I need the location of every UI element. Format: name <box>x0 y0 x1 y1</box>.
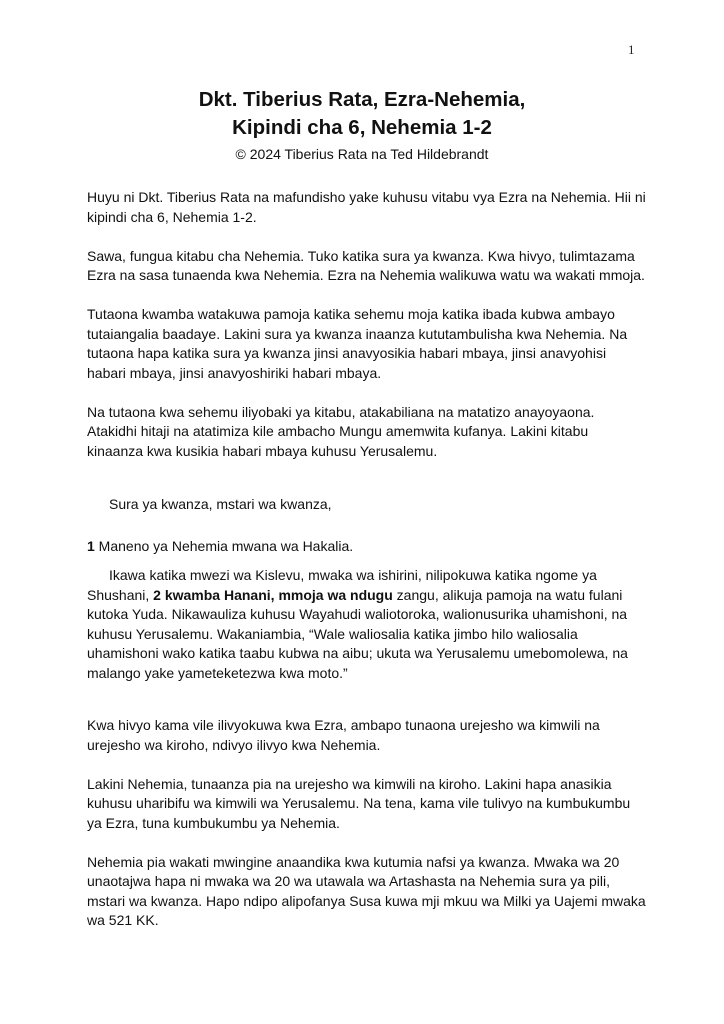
document-title-line-2: Kipindi cha 6, Nehemia 1-2 <box>232 116 492 139</box>
verse-heading <box>87 537 647 557</box>
scripture-text-bold: 2 kwamba Hanani, mmoja wa ndugu <box>153 586 393 603</box>
page-number: 1 <box>628 42 635 57</box>
paragraph-4: Na tutaona kwa sehemu iliyobaki ya kitabu, atakabiliana na matatizo anayoyaona. Atakidhi hitaji na atatimiza kile ambacho Mungu amemwita kufanya. Lakini kitabu kinaanza kwa kusikia habari mbaya kuhusu Yerusalemu. <box>87 403 595 459</box>
document-title-line-1: Dkt. Tiberius Rata, Ezra-Nehemia, <box>198 88 526 111</box>
verse-heading-text: Maneno ya Nehemia mwana wa Hakalia. <box>94 537 354 554</box>
paragraph-2: Sawa, fungua kitabu cha Nehemia. Tuko katika sura ya kwanza. Kwa hivyo, tulimtazama Ezra na sasa tunaenda kwa Nehemia. Ezra na Nehemia walikuwa watu wa wakati mmoja. <box>87 247 645 283</box>
scripture-text-b: zangu, alikuja pamoja na watu fulani kutoka Yuda. Nikawauliza kuhusu Wayahudi waliotoroka, walionusurika uhamishoni, na kuhusu Yerusalemu. Wakaniambia, “Wale waliosalia katika jimbo hilo waliosalia uhamishoni wako katika taabu kubwa na aibu; ukuta wa Yerusalemu umebomolewa, na malango yake yameteketezwa kwa moto.” <box>87 586 628 681</box>
scripture-quote <box>87 566 647 683</box>
paragraph-6: Lakini Nehemia, tunaanza pia na urejesho wa kimwili na kiroho. Lakini hapa anasikia kuhusu uharibifu wa kimwili wa Yerusalemu. Na tena, kama vile tulivyo na kumbukumbu ya Ezra, tuna kumbukumbu ya Nehemia. <box>87 775 631 831</box>
copyright-notice: © 2024 Tiberius Rata na Ted Hildebrandt <box>235 146 489 162</box>
verse-number: 1 <box>87 537 95 554</box>
paragraph-5: Kwa hivyo kama vile ilivyokuwa kwa Ezra, ambapo tunaona urejesho wa kimwili na urejesho wa kiroho, ndivyo ilivyo kwa Nehemia. <box>87 717 600 753</box>
scripture-intro: Sura ya kwanza, mstari wa kwanza, <box>109 496 332 512</box>
document-body <box>87 188 647 950</box>
paragraph-7: Nehemia pia wakati mwingine anaandika kwa kutumia nafsi ya kwanza. Mwaka wa 20 unaotajwa hapa ni mwaka wa 20 wa utawala wa Artashasta na Nehemia sura ya pili, mstari wa kwanza. Hapo ndipo alipofanya Susa kuwa mji mkuu wa Milki ya Uajemi mwaka wa 521 KK. <box>87 853 646 928</box>
scripture-text-a: Ikawa katika mwezi wa Kislevu, mwaka wa ishirini, nilipokuwa katika ngome ya Shushani, <box>87 567 597 603</box>
document-header <box>0 86 724 165</box>
paragraph-3: Tutaona kwamba watakuwa pamoja katika sehemu moja katika ibada kubwa ambayo tutaiangalia baadaye. Lakini sura ya kwanza inaanza kututambulisha kwa Nehemia. Na tutaona hapa katika sura ya kwanza jinsi anavyosikia habari mbaya, jinsi anavyohisi habari mbaya, jinsi anavyoshiriki habari mbaya. <box>87 306 628 381</box>
paragraph-intro: Huyu ni Dkt. Tiberius Rata na mafundisho yake kuhusu vitabu vya Ezra na Nehemia. Hii ni kipindi cha 6, Nehemia 1-2. <box>87 189 646 225</box>
